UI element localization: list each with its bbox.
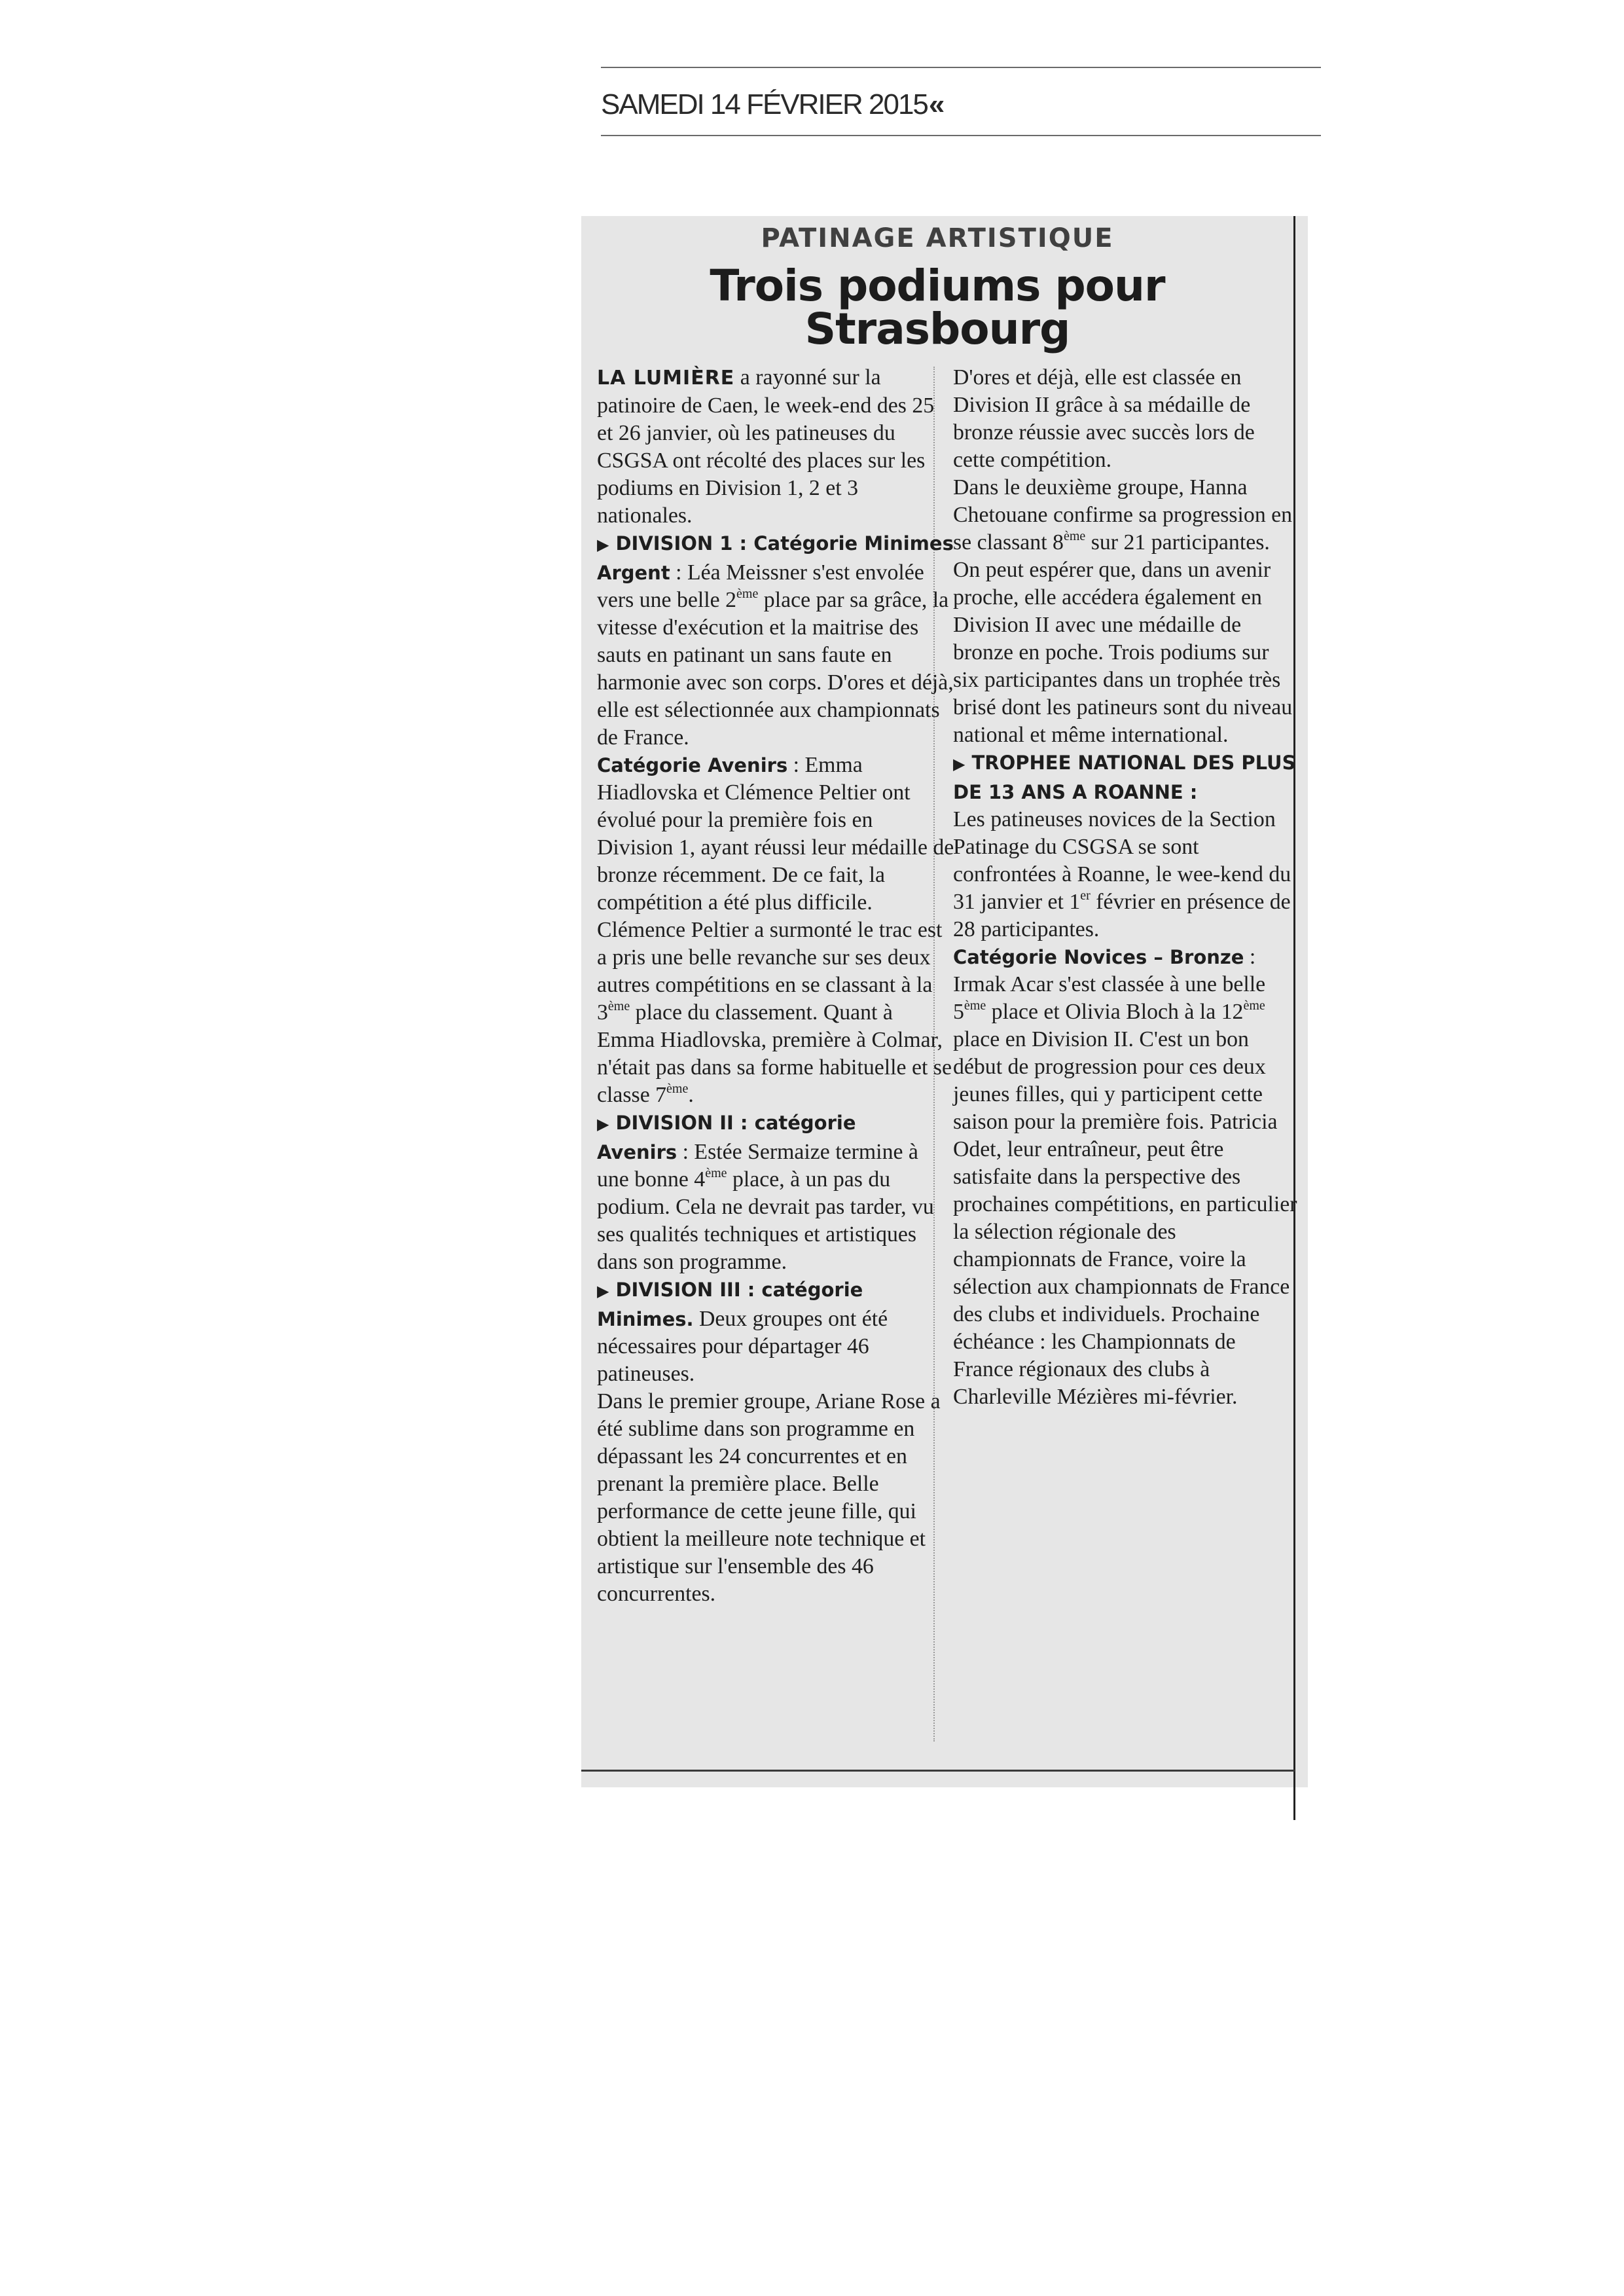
section-text: Dans le deuxième groupe, Hanna Chetouane confirme sa progression en se classant 8 <box>953 475 1293 555</box>
lead-paragraph <box>597 364 954 530</box>
top-rule <box>601 67 1321 68</box>
section-text: place et Olivia Bloch à la 12 <box>986 1000 1244 1024</box>
article-headline: Trois podiums pour Strasbourg <box>710 261 1165 354</box>
superscript: ème <box>736 587 759 601</box>
section-text: : Estée Sermaize termine à une bonne 4 <box>597 1140 918 1192</box>
triangle-bullet-icon: ▶ <box>953 756 965 773</box>
section-head: Avenirs <box>597 1141 677 1163</box>
superscript: ème <box>1243 998 1265 1013</box>
article-kicker: PATINAGE ARTISTIQUE <box>761 223 1114 253</box>
dateline <box>601 90 1321 119</box>
article-column-left <box>597 364 954 1752</box>
section-head: DIVISION 1 : Catégorie Minimes Argent <box>597 532 954 584</box>
section-division-3 <box>597 1276 954 1388</box>
lead-word: LA LUMIÈRE <box>597 367 735 390</box>
paragraph-premier-groupe: Dans le premier groupe, Ariane Rose a été sublime dans son programme en dépassant les 24 concurrentes et en prenant la première place. Belle performance de cette jeune fille, qui obtient la meilleure note technique et artistique sur l'ensemble des 46 concurrentes. <box>597 1389 941 1606</box>
paragraph-classee: D'ores et déjà, elle est classée en Division II grâce à sa médaille de bronze réussie avec succès lors de cette compétition. <box>953 365 1255 472</box>
triangle-bullet-icon: ▶ <box>597 1283 609 1300</box>
section-text: place, à un pas du podium. Cela ne devrait pas tarder, vu ses qualités techniques et artistiques dans son programme. <box>597 1167 934 1274</box>
triangle-bullet-icon: ▶ <box>597 1116 609 1133</box>
dateline-mark: « <box>928 88 944 120</box>
section-avenirs <box>597 752 954 1109</box>
superscript: ème <box>705 1166 727 1180</box>
superscript: ème <box>666 1082 689 1096</box>
section-trophee-head <box>953 749 1300 806</box>
superscript: ème <box>964 998 986 1013</box>
section-novices <box>953 943 1300 1411</box>
section-division-1 <box>597 530 954 752</box>
section-text: : Emma Hiadlovska et Clémence Peltier ont évolué pour la première fois en Division 1, ayant réussi leur médaille de bronze récemment. De ce fait, la compétition a été plus difficile. Clémence Peltier a surmonté le trac est a pris une belle revanche sur ses deux autres compétitions en se classant à la 3 <box>597 753 954 1025</box>
lead-text: a rayonné sur la patinoire de Caen, le week-end des 25 et 26 janvier, où les patineuses du CSGSA ont récolté des places sur les podiums en Division 1, 2 et 3 nationales. <box>597 365 935 528</box>
section-division-2 <box>597 1109 954 1276</box>
section-head: DIVISION III : catégorie <box>615 1279 863 1301</box>
superscript: ème <box>1063 529 1086 543</box>
section-head: TROPHEE NATIONAL DES PLUS DE 13 ANS A ROANNE : <box>953 752 1296 803</box>
section-head: Minimes. <box>597 1308 694 1330</box>
article-column-right <box>953 364 1300 1752</box>
section-text: : Irmak Acar s'est classée à une belle 5 <box>953 945 1266 1024</box>
section-head: DIVISION II : catégorie <box>615 1112 856 1134</box>
section-text: place en Division II. C'est un bon début de progression pour ces deux jeunes filles, qui y participent cette saison pour la première fois. Patricia Odet, leur entraîneur, peut être satisfaite dans la perspective des prochaines compétitions, en particulier la sélection régionale des championnats de France, voire la sélection aux championnats de France des clubs et individuels. Prochaine échéance : les Championnats de France régionaux des clubs à Charleville Mézières mi-février. <box>953 1027 1297 1409</box>
section-text: février en présence de 28 participantes. <box>953 890 1291 941</box>
superscript: er <box>1080 888 1091 903</box>
section-text: Les patineuses novices de la Section Patinage du CSGSA se sont confrontées à Roanne, le wee-kend du 31 janvier et 1 <box>953 807 1291 914</box>
section-head: Catégorie Avenirs <box>597 754 788 776</box>
section-text: . <box>688 1083 694 1107</box>
section-text: sur 21 participantes. On peut espérer que, dans un avenir proche, elle accédera également en Division II avec une médaille de bronze en poche. Trois podiums sur six participantes dans un trophée très brisé dont les patineurs sont du niveau national et même international. <box>953 530 1293 747</box>
paragraph-deuxieme-groupe <box>953 474 1300 749</box>
section-text: : Léa Meissner s'est envolée vers une belle 2 <box>597 560 924 612</box>
triangle-bullet-icon: ▶ <box>597 537 609 554</box>
clipping-bottom-rule <box>581 1770 1295 1772</box>
section-text: place du classement. Quant à Emma Hiadlovska, première à Colmar, n'était pas dans sa forme habituelle et se classe 7 <box>597 1000 952 1107</box>
date-rule <box>601 135 1321 136</box>
section-text: place par sa grâce, la vitesse d'exécution et la maitrise des sauts en patinant un sans faute en harmonie avec son corps. D'ores et déjà, elle est sélectionnée aux championnats de France. <box>597 588 954 750</box>
superscript: ème <box>607 999 630 1013</box>
dateline-date: SAMEDI 14 FÉVRIER 2015 <box>601 88 928 120</box>
section-trophee-text <box>953 806 1300 943</box>
section-text: Deux groupes ont été nécessaires pour départager 46 patineuses. <box>597 1307 888 1386</box>
section-head: Catégorie Novices – Bronze <box>953 946 1244 968</box>
